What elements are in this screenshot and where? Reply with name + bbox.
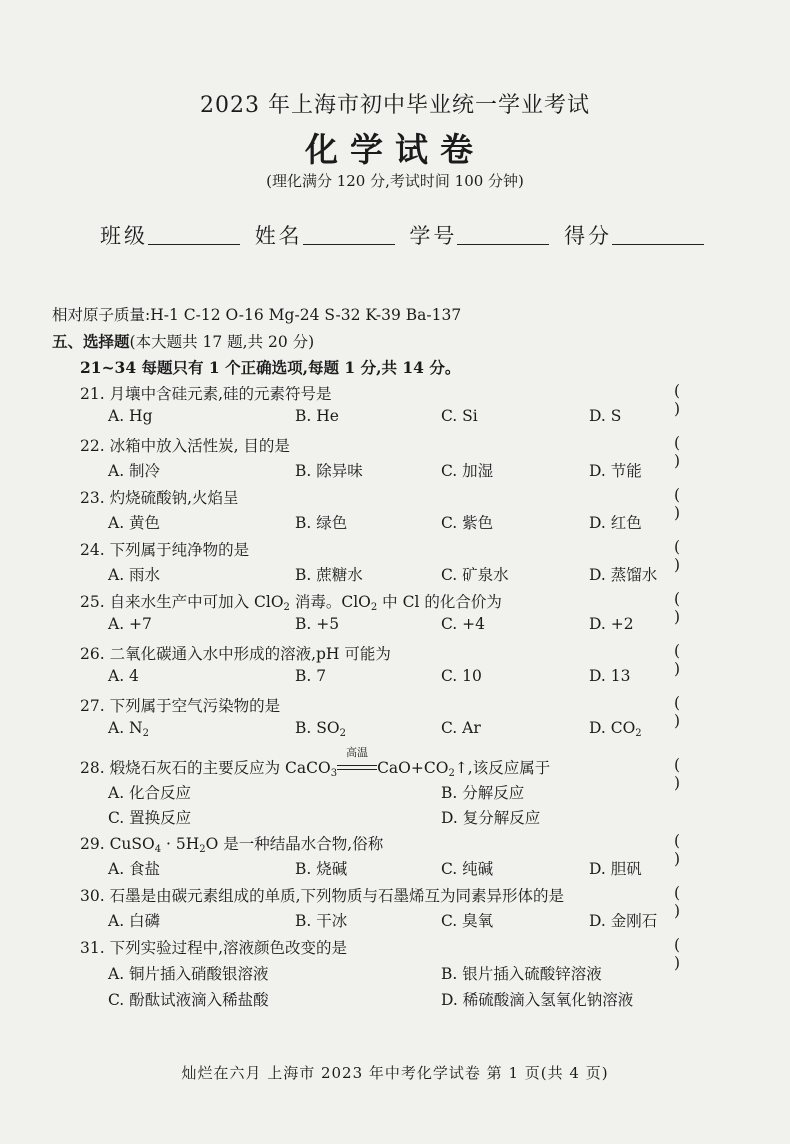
option-d[interactable]: D. 稀硫酸滴入氢氧化钠溶液 [441, 991, 634, 1009]
question-stem: 31. 下列实验过程中,溶液颜色改变的是 [80, 939, 348, 957]
option-c[interactable]: C. 加湿 [441, 462, 494, 480]
option-c[interactable]: C. 置换反应 [108, 809, 192, 827]
option-a[interactable]: A. 制冷 [108, 462, 161, 480]
question-stem: 28. 煅烧石灰石的主要反应为 CaCO$_3$ 高温 $CaO+CO_2↑$,该反应属于 [80, 746, 551, 779]
question-26 [80, 642, 720, 694]
option-c[interactable]: C. 纯碱 [441, 860, 494, 878]
option-a[interactable]: A. 雨水 [108, 566, 161, 584]
question-stem: 30. 石墨是由碳元素组成的单质,下列物质与石墨烯互为同素异形体的是 [80, 887, 565, 905]
option-d[interactable]: D. 13 [589, 667, 631, 685]
question-30 [80, 884, 720, 936]
question-22 [80, 434, 720, 486]
question-stem: 24. 下列属于纯净物的是 [80, 541, 250, 559]
option-b[interactable]: B. 烧碱 [295, 860, 348, 878]
option-b[interactable]: B. He [295, 407, 339, 425]
page-footer: 灿烂在六月 上海市 2023 年中考化学试卷 第 1 页(共 4 页) [181, 1064, 609, 1082]
question-stem: 29. CuSO$_4$ · $5H_2O$ 是一种结晶水合物,俗称 [80, 835, 384, 855]
question-stem: 27. 下列属于空气污染物的是 [80, 697, 281, 715]
option-d[interactable]: D. S [589, 407, 622, 425]
option-d[interactable]: D. 复分解反应 [441, 809, 541, 827]
option-a[interactable]: A. 白磷 [108, 912, 161, 930]
name-blank[interactable] [303, 224, 395, 245]
option-b[interactable]: B. 7 [295, 667, 327, 685]
question-27 [80, 694, 720, 746]
question-31 [80, 936, 720, 1014]
option-a[interactable]: A. 化合反应 [108, 784, 192, 802]
question-28 [80, 746, 720, 834]
option-b[interactable]: B. $SO_2$ [295, 719, 346, 739]
answer-parens[interactable]: () [674, 590, 681, 626]
question-stem: 22. 冰箱中放入活性炭, 目的是 [80, 437, 290, 455]
answer-parens[interactable]: () [674, 756, 681, 792]
option-c[interactable]: C. 矿泉水 [441, 566, 509, 584]
option-b[interactable]: B. 除异味 [295, 462, 363, 480]
exam-note: (理化满分 120 分,考试时间 100 分钟) [266, 172, 524, 190]
option-a[interactable]: A. Hg [108, 407, 153, 425]
option-b[interactable]: B. 干冰 [295, 912, 348, 930]
score-label: 得分 [564, 224, 613, 248]
answer-parens[interactable]: () [674, 486, 681, 522]
reaction-arrow: 高温 [337, 757, 377, 775]
option-b[interactable]: B. +5 [295, 615, 340, 633]
answer-parens[interactable]: () [674, 884, 681, 920]
section-instruction: 21~34 每题只有 1 个正确选项,每题 1 分,共 14 分。 [80, 358, 461, 377]
option-c[interactable]: C. +4 [441, 615, 486, 633]
student-info-row [100, 220, 700, 250]
id-blank[interactable] [457, 224, 549, 245]
answer-parens[interactable]: () [674, 642, 681, 678]
question-23 [80, 486, 720, 538]
option-c[interactable]: C. Ar [441, 719, 481, 737]
option-a[interactable]: A. 食盐 [108, 860, 161, 878]
option-b[interactable]: B. 绿色 [295, 514, 348, 532]
option-d[interactable]: D. $CO_2$ [589, 719, 642, 739]
section-subtitle: (本大题共 17 题,共 20 分) [129, 333, 315, 351]
option-a[interactable]: A. $N_2$ [108, 719, 149, 739]
section-title: 五、选择题 [52, 332, 130, 351]
option-b[interactable]: B. 银片插入硫酸锌溶液 [441, 965, 602, 983]
section-heading [52, 330, 314, 352]
option-c[interactable]: C. 臭氧 [441, 912, 494, 930]
class-blank[interactable] [148, 224, 240, 245]
option-c[interactable]: C. 酚酞试液滴入稀盐酸 [108, 991, 269, 1009]
question-25 [80, 590, 720, 642]
question-21 [80, 382, 720, 434]
answer-parens[interactable]: () [674, 832, 681, 868]
question-stem: 26. 二氧化碳通入水中形成的溶液,pH 可能为 [80, 645, 391, 663]
class-label: 班级 [100, 224, 148, 248]
option-a[interactable]: A. 铜片插入硝酸银溶液 [108, 965, 269, 983]
subject-title: 化学试卷 [305, 130, 485, 169]
question-stem: 25. 自来水生产中可加入 ClO$_2$ 消毒。ClO$_2$ 中 Cl 的化合价为 [80, 593, 502, 613]
option-a[interactable]: A. 4 [108, 667, 139, 685]
option-b[interactable]: B. 分解反应 [441, 784, 525, 802]
name-label: 姓名 [254, 224, 303, 248]
exam-title: 2023 年上海市初中毕业统一学业考试 [200, 93, 590, 118]
option-d[interactable]: D. 蒸馏水 [589, 566, 658, 584]
option-d[interactable]: D. 金刚石 [589, 912, 658, 930]
option-d[interactable]: D. 胆矾 [589, 860, 642, 878]
option-b[interactable]: B. 蔗糖水 [295, 566, 363, 584]
answer-parens[interactable]: () [674, 694, 681, 730]
option-d[interactable]: D. 红色 [589, 514, 642, 532]
question-24 [80, 538, 720, 590]
option-c[interactable]: C. 紫色 [441, 514, 494, 532]
answer-parens[interactable]: () [674, 434, 681, 470]
option-d[interactable]: D. 节能 [589, 462, 642, 480]
answer-parens[interactable]: () [674, 936, 681, 972]
option-c[interactable]: C. 10 [441, 667, 482, 685]
answer-parens[interactable]: () [674, 382, 681, 418]
question-29 [80, 832, 720, 884]
option-d[interactable]: D. +2 [589, 615, 634, 633]
option-c[interactable]: C. Si [441, 407, 478, 425]
question-stem: 21. 月壤中含硅元素,硅的元素符号是 [80, 385, 332, 403]
option-a[interactable]: A. +7 [108, 615, 152, 633]
id-label: 学号 [409, 224, 458, 248]
answer-parens[interactable]: () [674, 538, 681, 574]
option-a[interactable]: A. 黄色 [108, 514, 161, 532]
score-blank[interactable] [612, 224, 704, 245]
question-stem: 23. 灼烧硫酸钠,火焰呈 [80, 489, 239, 507]
atomic-masses: 相对原子质量:H-1 C-12 O-16 Mg-24 S-32 K-39 Ba-137 [52, 306, 462, 324]
